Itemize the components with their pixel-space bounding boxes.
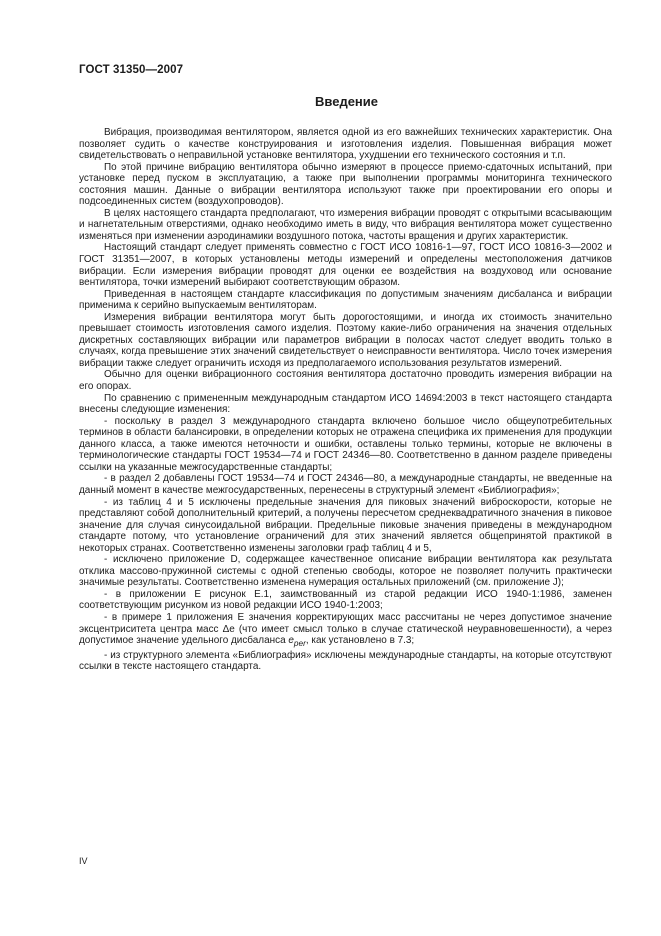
document-code-header: ГОСТ 31350—2007 xyxy=(79,64,184,76)
list-item: - исключено приложение D, содержащее качественное описание вибрации вентилятора как результата отклика массово-пружинной системы с одной степенью свободы, которое не позволяет получить практически значимые результаты. Соответственно изменена нумерация остальных приложений (см. приложение J); xyxy=(79,554,612,589)
list-item: - поскольку в раздел 3 международного стандарта включено большое число общеупотребительных терминов в области балансировки, в определении которых не отражена специфика их применения для продукции данного класса, а также имеются неточности и ошибки, оставлены только термины, которые не включены в терминологические стандарты ГОСТ 19534—74 и ГОСТ 24346—80. Соответственно в данном разделе приведены ссылки на указанные межгосударственные стандарты; xyxy=(79,415,612,473)
introduction-text xyxy=(79,127,612,673)
paragraph: Настоящий стандарт следует применять совместно с ГОСТ ИСО 10816-1—97, ГОСТ ИСО 10816-3—2002 и ГОСТ 31351—2007, в которых установлены методы измерений и определены местоположения датчиков вибрации. Если измерения вибрации проводят для оценки ее воздействия на воздуховод или основание вентилятора, точки измерений выбирают соответствующим образом. xyxy=(79,242,612,289)
text-run: - в примере 1 приложения Е значения корректирующих масс рассчитаны не через допустимое значение эксцентриситета центра масс Δе (что имеет смысл только в случае статической неуравновешенности), а через допустимое значение удельного дисбаланса xyxy=(79,611,612,647)
list-item xyxy=(79,612,612,650)
page-number: IV xyxy=(79,856,88,866)
formula-subscript: per xyxy=(293,638,306,649)
text-run: , как установлено в 7.3; xyxy=(305,635,415,647)
formula-symbol: e xyxy=(288,635,294,647)
paragraph: По этой причине вибрацию вентилятора обычно измеряют в процессе приемо-сдаточных испытаний, при установке перед пуском в эксплуатацию, а также при выполнении программы мониторинга технического состояния машин. Данные о вибрации вентилятора используют также при проектировании его опоры и подсоединенных систем (воздухопроводов). xyxy=(79,161,612,208)
list-item: - в раздел 2 добавлены ГОСТ 19534—74 и ГОСТ 24346—80, а международные стандарты, не введенные на данный момент в качестве межгосударственных, перенесены в структурный элемент «Библиография»; xyxy=(79,473,612,496)
list-item: - из таблиц 4 и 5 исключены предельные значения для пиковых значений виброскорости, которые не представляют собой дополнительный критерий, а получены пересчетом среднеквадратичного значения в пиковое значение для случая синусоидальной вибрации. Предельные пиковые значения приведены в международном стандарте потому, что установление ограничений для этих значений является общепринятой практикой в некоторых странах. Соответственно изменены заголовки граф таблиц 4 и 5, xyxy=(79,496,612,554)
list-item: - в приложении Е рисунок Е.1, заимствованный из старой редакции ИСО 1940-1:1986, заменен соответствующим рисунком из новой редакции ИСО 1940-1:2003; xyxy=(79,588,612,612)
paragraph: Обычно для оценки вибрационного состояния вентилятора достаточно проводить измерения вибрации на его опорах. xyxy=(79,369,612,393)
section-title: Введение xyxy=(315,94,378,109)
paragraph: Измерения вибрации вентилятора могут быть дорогостоящими, и иногда их стоимость значительно превышает стоимость изготовления самого изделия. Поэтому какие-либо ограничения на значения отдельных дискретных составляющих вибрации или параметров вибрации в полосах частот следует вводить только в случаях, когда превышение этих значений свидетельствует о неисправности вентилятора. Число точек измерения вибрации также следует ограничить исходя из предполагаемого использования результатов измерений. xyxy=(79,311,612,369)
paragraph: Приведенная в настоящем стандарте классификация по допустимым значениям дисбаланса и вибрации применима к серийно выпускаемым вентиляторам. xyxy=(79,288,612,312)
paragraph: По сравнению с примененным международным стандартом ИСО 14694:2003 в текст настоящего стандарта внесены следующие изменения: xyxy=(79,392,612,416)
paragraph: Вибрация, производимая вентилятором, является одной из его важнейших технических характеристик. Она позволяет судить о качестве конструирования и изготовления изделия. Повышенная вибрация может свидетельствовать о неправильной установке вентилятора, ухудшении его технического состояния и т.п. xyxy=(79,127,612,162)
list-item: - из структурного элемента «Библиография» исключены международные стандарты, на которые отсутствуют ссылки в тексте настоящего стандарта. xyxy=(79,649,612,673)
paragraph: В целях настоящего стандарта предполагают, что измерения вибрации проводят с открытыми всасывающим и нагнетательным отверстиями, однако необходимо иметь в виду, что вибрация вентилятора может существенно изменяться при изменении аэродинамики воздушного потока, частоты вращения и других характеристик. xyxy=(79,207,612,242)
